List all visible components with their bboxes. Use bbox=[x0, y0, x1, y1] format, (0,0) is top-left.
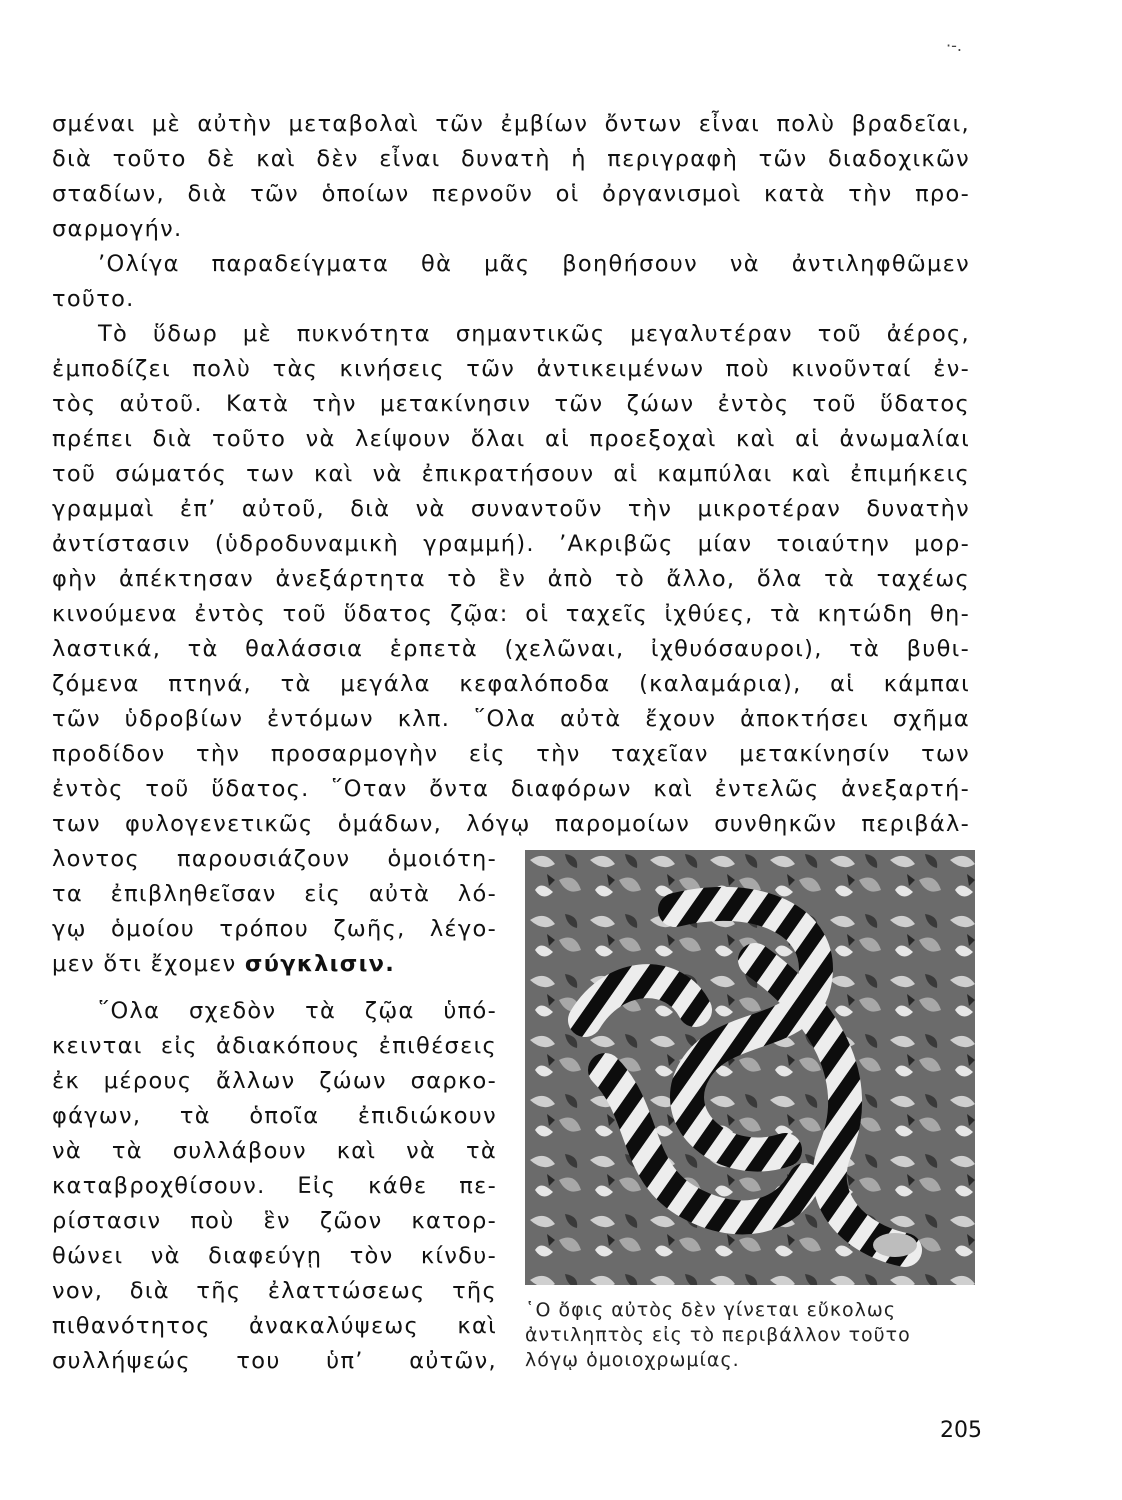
text-line: νον, διὰ τῆς ἐλαττώσεως τῆς bbox=[52, 1278, 497, 1304]
text-line: ἐμποδίζει πολὺ τὰς κινήσεις τῶν ἀντικειμένων ποὺ κινοῦνταί ἐν- bbox=[52, 356, 970, 382]
text-line: τῶν ὑδροβίων ἐντόμων κλπ. ῞Ολα αὐτὰ ἔχουν ἀποκτήσει σχῆμα bbox=[52, 706, 970, 732]
text-line: λαστικά, τὰ θαλάσσια ἑρπετὰ (χελῶναι, ἰχθυόσαυροι), τὰ βυθι- bbox=[52, 636, 970, 662]
text-line: των φυλογενετικῶς ὁμάδων, λόγῳ παρομοίων συνθηκῶν περιβάλ- bbox=[52, 811, 970, 837]
text-line: Τὸ ὕδωρ μὲ πυκνότητα σημαντικῶς μεγαλυτέραν τοῦ ἀέρος, bbox=[98, 321, 970, 347]
caption-line: ῾Ο ὄφις αὐτὸς δὲν γίνεται εὔκολως bbox=[525, 1299, 896, 1321]
text-line: θώνει νὰ διαφεύγῃ τὸν κίνδυ- bbox=[52, 1243, 497, 1269]
figure-caption bbox=[525, 1298, 975, 1373]
text-line: νὰ τὰ συλλάβουν καὶ νὰ τὰ bbox=[52, 1138, 497, 1164]
caption-line: ἀντιληπτὸς εἰς τὸ περιβάλλον τοῦτο bbox=[525, 1324, 911, 1346]
text-line: σταδίων, διὰ τῶν ὁποίων περνοῦν οἱ ὀργανισμοὶ κατὰ τὴν προ- bbox=[52, 181, 970, 207]
text-line: πιθανότητος ἀνακαλύψεως καὶ bbox=[52, 1313, 497, 1339]
text-line: τοῦ σώματός των καὶ νὰ ἐπικρατήσουν αἱ καμπύλαι καὶ ἐπιμήκεις bbox=[52, 461, 970, 487]
text-line: λοντος παρουσιάζουν ὁμοιότη- bbox=[52, 846, 497, 872]
text-line: τα ἐπιβληθεῖσαν εἰς αὐτὰ λό- bbox=[52, 881, 497, 907]
text-line: ἀντίστασιν (ὑδροδυναμικὴ γραμμή). ’Ακριβῶς μίαν τοιαύτην μορ- bbox=[52, 531, 970, 557]
snake-photo bbox=[525, 850, 975, 1285]
text-line: γῳ ὁμοίου τρόπου ζωῆς, λέγο- bbox=[52, 916, 497, 942]
text-line: ἐκ μέρους ἄλλων ζώων σαρκο- bbox=[52, 1068, 497, 1094]
caption-line: λόγῳ ὁμοιοχρωμίας. bbox=[525, 1349, 740, 1371]
text-line: ρίστασιν ποὺ ἓν ζῶον κατορ- bbox=[52, 1208, 497, 1234]
text-line: τοῦτο. bbox=[52, 286, 135, 312]
text-line: φάγων, τὰ ὁποῖα ἐπιδιώκουν bbox=[52, 1103, 497, 1129]
text-fragment: μεν ὅτι ἔχομεν bbox=[52, 951, 237, 977]
text-line: ἐντὸς τοῦ ὕδατος. ῞Οταν ὄντα διαφόρων καὶ ἐντελῶς ἀνεξαρτή- bbox=[52, 776, 970, 802]
text-line: κινούμενα ἐντὸς τοῦ ὕδατος ζῷα: οἱ ταχεῖς ἰχθύες, τὰ κητώδη θη- bbox=[52, 601, 970, 627]
text-line: φὴν ἀπέκτησαν ἀνεξάρτητα τὸ ἓν ἀπὸ τὸ ἄλλο, ὅλα τὰ ταχέως bbox=[52, 566, 970, 592]
page-number: 205 bbox=[940, 1418, 982, 1443]
text-line bbox=[52, 947, 395, 981]
text-line: ζόμενα πτηνά, τὰ μεγάλα κεφαλόποδα (καλαμάρια), αἱ κάμπαι bbox=[52, 671, 970, 697]
text-line: σμέναι μὲ αὐτὴν μεταβολαὶ τῶν ἐμβίων ὄντων εἶναι πολὺ βραδεῖαι, bbox=[52, 111, 970, 137]
text-line: κεινται εἰς ἀδιακόπους ἐπιθέσεις bbox=[52, 1033, 497, 1059]
text-line: σαρμογήν. bbox=[52, 216, 183, 242]
text-line: προδίδον τὴν προσαρμογὴν εἰς τὴν ταχεῖαν μετακίνησίν των bbox=[52, 741, 970, 767]
text-line: ῞Ολα σχεδὸν τὰ ζῷα ὑπό- bbox=[98, 998, 497, 1024]
scan-mark: ·-. bbox=[946, 36, 962, 55]
text-line: διὰ τοῦτο δὲ καὶ δὲν εἶναι δυνατὴ ἡ περιγραφὴ τῶν διαδοχικῶν bbox=[52, 146, 970, 172]
text-line: καταβροχθίσουν. Εἰς κάθε πε- bbox=[52, 1173, 497, 1199]
text-line: συλλήψεώς του ὑπ’ αὐτῶν, bbox=[52, 1348, 497, 1374]
key-term: σύγκλισιν. bbox=[244, 951, 396, 977]
text-line: πρέπει διὰ τοῦτο νὰ λείψουν ὅλαι αἱ προεξοχαὶ καὶ αἱ ἀνωμαλίαι bbox=[52, 426, 970, 452]
text-line: τὸς αὐτοῦ. Κατὰ τὴν μετακίνησιν τῶν ζώων ἐντὸς τοῦ ὕδατος bbox=[52, 391, 970, 417]
text-line: γραμμαὶ ἐπ’ αὐτοῦ, διὰ νὰ συναντοῦν τὴν μικροτέραν δυνατὴν bbox=[52, 496, 970, 522]
text-line: ’Ολίγα παραδείγματα θὰ μᾶς βοηθήσουν νὰ ἀντιληφθῶμεν bbox=[98, 251, 970, 277]
